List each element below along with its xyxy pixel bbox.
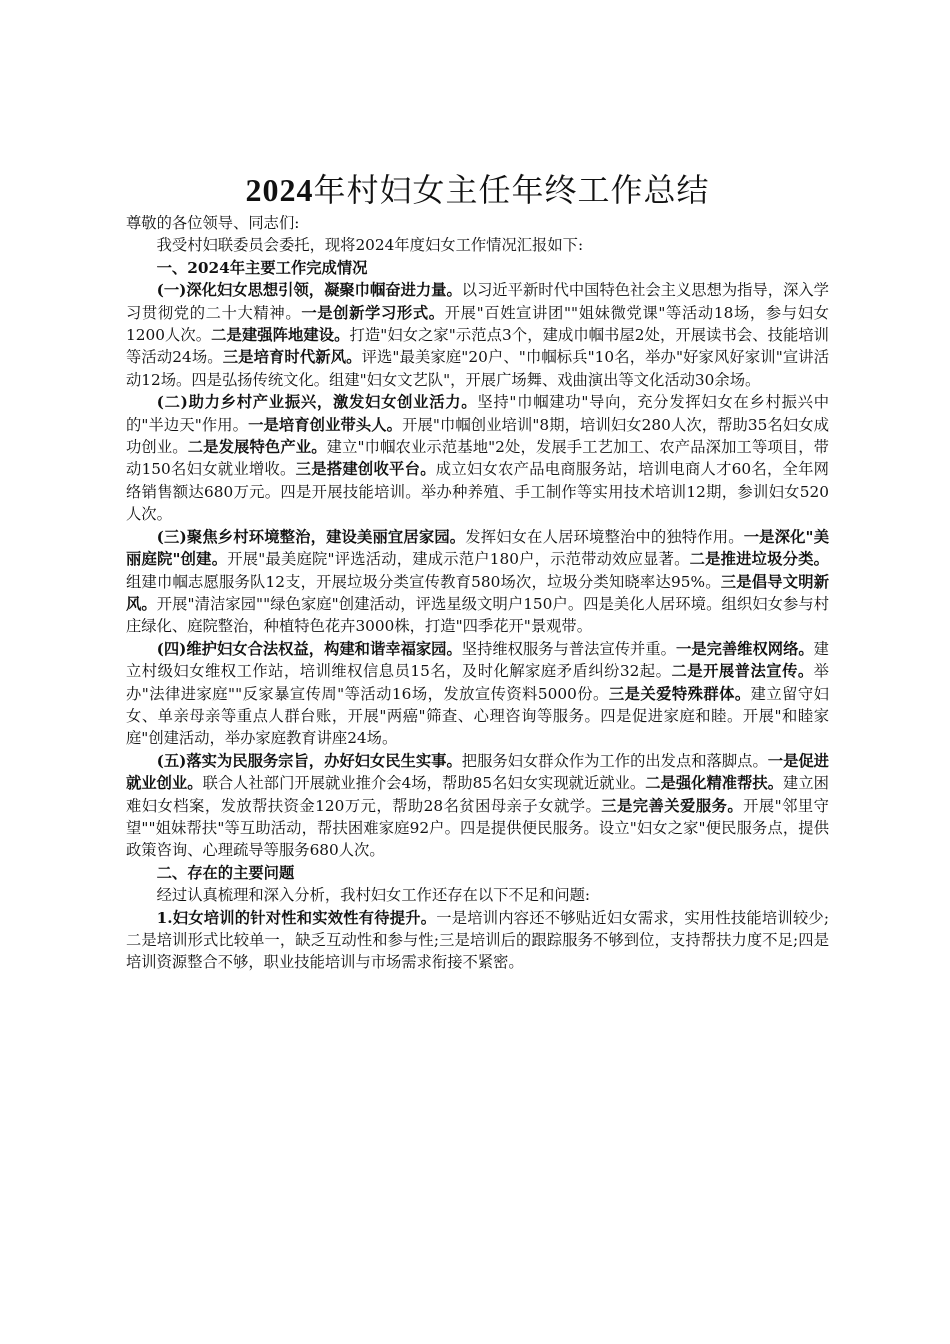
document-title <box>126 168 829 212</box>
item-lead: (二)助力乡村产业振兴，激发妇女创业活力。 <box>156 393 478 412</box>
document-page <box>126 168 829 974</box>
item-point: 三是搭建创收平台。 <box>295 460 436 479</box>
item-text: 评选"最美家庭"20户、"巾帼标兵"10名，举办"好家风好家训"宣讲活动12场。四是弘扬传统文化。组建"妇女文艺队"，开展广场舞、戏曲演出等文化活动30余场。 <box>126 348 830 389</box>
item-point: 一是促进就业创业。 <box>126 751 829 793</box>
item-point: 一是创新学习形式。 <box>301 303 445 322</box>
section-1-item-1 <box>126 279 829 391</box>
problem-lead: 1.妇女培训的针对性和实效性有待提升。 <box>156 908 437 927</box>
item-point: 二是开展普法宣传。 <box>671 662 814 681</box>
item-point: 三是培育时代新风。 <box>222 348 362 367</box>
item-point: 三是完善关爱服务。 <box>601 796 744 815</box>
item-lead: (三)聚焦乡村环境整治，建设美丽宜居家园。 <box>156 527 466 546</box>
item-text: 坚持"巾帼建功"导向，充分发挥妇女在乡村振兴中的"半边天"作用。 <box>126 393 829 434</box>
item-point: 二是发展特色产业。 <box>187 438 327 457</box>
title-text: 年村妇女主任年终工作总结 <box>313 171 710 209</box>
item-text: 坚持维权服务与普法宣传并重。 <box>461 639 676 658</box>
item-text: 建立困难妇女档案，发放帮扶资金120万元，帮助28名贫困母亲子女就学。 <box>126 774 829 815</box>
item-point: 一是深化"美丽庭院"创建。 <box>126 527 829 569</box>
item-point: 一是培育创业带头人。 <box>248 415 403 434</box>
item-text: 建立留守妇女、单亲母亲等重点人群台账，开展"两癌"筛查、心理咨询等服务。四是促进家庭和睦。开展"和睦家庭"创建活动，举办家庭教育讲座24场。 <box>126 684 829 748</box>
section-2-problem-1 <box>126 907 829 974</box>
section-2-heading: 二、存在的主要问题 <box>156 863 295 882</box>
problem-text: 一是培训内容还不够贴近妇女需求，实用性技能培训较少;二是培训形式比较单一，缺乏互动性和参与性;三是培训后的跟踪服务不够到位，支持帮扶力度不足;四是培训资源整合不够，职业技能培训与市场需求衔接不紧密。 <box>126 908 829 972</box>
item-text: 开展"巾帼创业培训"8期，培训妇女280人次，帮助35名妇女成功创业。 <box>126 415 829 457</box>
salutation: 尊敬的各位领导、同志们: <box>126 214 300 232</box>
item-point: 三是关爱特殊群体。 <box>608 684 751 703</box>
item-text: 组建巾帼志愿服务队12支，开展垃圾分类宣传教育580场次，垃圾分类知晓率达95%。 <box>126 572 721 591</box>
item-text: 建立村级妇女维权工作站，培训维权信息员15名，及时化解家庭矛盾纠纷32起。 <box>126 639 829 681</box>
item-point: 二是推进垃圾分类。 <box>689 550 829 569</box>
item-text: 以习近平新时代中国特色社会主义思想为指导，深入学习贯彻党的二十大精神。 <box>126 281 829 322</box>
item-text: 开展"清洁家园""绿色家庭"创建活动，评选星级文明户150户。四是美化人居环境。组织妇女参与村庄绿化、庭院整治，种植特色花卉3000株，打造"四季花开"景观带。 <box>126 594 829 636</box>
section-1-item-3 <box>126 526 829 638</box>
item-lead: (四)维护妇女合法权益，构建和谐幸福家园。 <box>156 639 462 658</box>
item-lead: (五)落实为民服务宗旨，办好妇女民生实事。 <box>156 751 462 770</box>
item-point: 三是倡导文明新风。 <box>126 572 829 613</box>
section-1-heading: 一、2024年主要工作完成情况 <box>156 258 368 277</box>
section-2-intro: 经过认真梳理和深入分析，我村妇女工作还存在以下不足和问题: <box>156 886 591 905</box>
item-text: 开展"百姓宣讲团""姐妹微党课"等活动18场，参与妇女1200人次。 <box>126 303 829 345</box>
item-lead: (一)深化妇女思想引领，凝聚巾帼奋进力量。 <box>156 281 462 300</box>
item-text: 联合人社部门开展就业推介会4场，帮助85名妇女实现就近就业。 <box>202 774 646 793</box>
intro-paragraph: 我受村妇联委员会委托，现将2024年度妇女工作情况汇报如下: <box>156 236 584 255</box>
item-point: 一是完善维权网络。 <box>675 639 814 658</box>
section-1-item-4 <box>126 638 829 750</box>
item-point: 二是建强阵地建设。 <box>211 326 350 345</box>
item-text: 开展"邻里守望""姐妹帮扶"等互助活动，帮扶困难家庭92户。四是提供便民服务。设立"妇女之家"便民服务点，提供政策咨询、心理疏导等服务680人次。 <box>126 796 829 860</box>
section-1-item-2 <box>126 391 829 525</box>
item-text: 开展"最美庭院"评选活动，建成示范户180户，示范带动效应显著。 <box>227 550 690 569</box>
section-1-item-5 <box>126 750 829 862</box>
item-text: 成立妇女农产品电商服务站，培训电商人才60名，全年网络销售额达680万元。四是开展技能培训。举办种养殖、手工制作等实用技术培训12期，参训妇女520人次。 <box>126 460 829 524</box>
item-point: 二是强化精准帮扶。 <box>645 774 784 793</box>
item-text: 发挥妇女在人居环境整治中的独特作用。 <box>465 527 744 546</box>
item-text: 建立"巾帼农业示范基地"2处，发展手工艺加工、农产品深加工等项目，带动150名妇女就业增收。 <box>126 438 829 479</box>
title-year: 2024 <box>245 172 314 208</box>
item-text: 把服务妇女群众作为工作的出发点和落脚点。 <box>461 751 768 770</box>
item-text: 打造"妇女之家"示范点3个，建成巾帼书屋2处，开展读书会、技能培训等活动24场。 <box>126 326 829 367</box>
item-text: 举办"法律进家庭""反家暴宣传周"等活动16场，发放宣传资料5000份。 <box>126 662 829 703</box>
